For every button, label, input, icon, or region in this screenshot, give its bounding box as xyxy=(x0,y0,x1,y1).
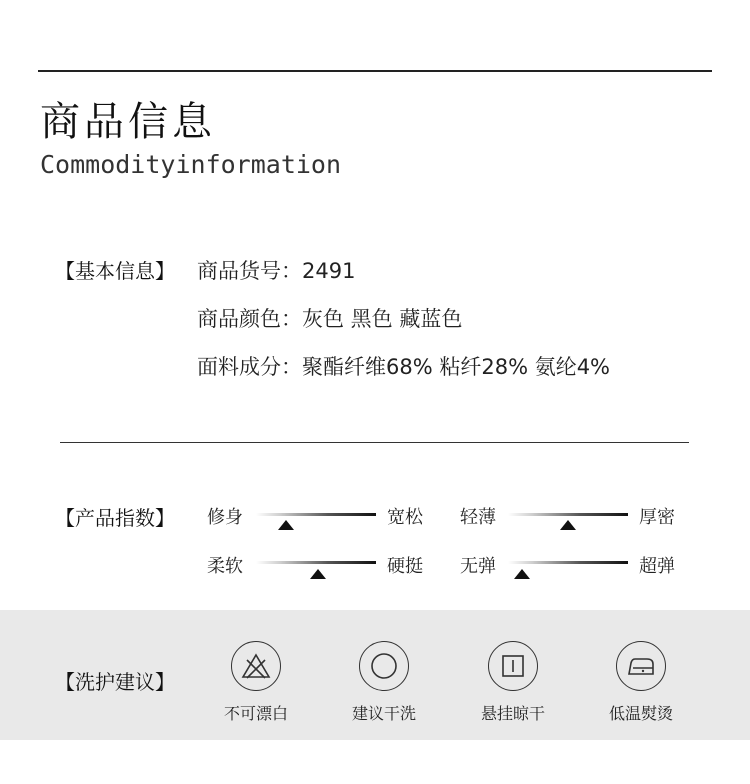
product-index-label: 【产品指数】 xyxy=(55,506,175,530)
care-item-label: 悬挂晾干 xyxy=(480,704,545,723)
slider-elasticity-track xyxy=(508,561,628,564)
no-bleach-icon xyxy=(231,641,281,691)
slider-fit-marker xyxy=(278,520,294,530)
page-subtitle: Commodityinformation xyxy=(40,150,342,179)
low-temp-iron-icon xyxy=(616,641,666,691)
care-item-low-temp-iron xyxy=(586,641,696,724)
slider-fit-track xyxy=(256,513,376,516)
basic-info-label: 【基本信息】 xyxy=(55,259,175,283)
slider-fit-left-label: 修身 xyxy=(207,507,243,528)
care-item-hang-dry xyxy=(458,641,568,724)
care-item-label: 不可漂白 xyxy=(223,704,288,723)
care-item-dry-clean xyxy=(329,641,439,724)
middle-divider xyxy=(60,442,689,443)
slider-thickness-track xyxy=(508,513,628,516)
slider-fit-right-label: 宽松 xyxy=(387,507,423,528)
slider-thickness-left-label: 轻薄 xyxy=(460,507,496,528)
slider-thickness-marker xyxy=(560,520,576,530)
slider-softness-track xyxy=(256,561,376,564)
slider-elasticity-marker xyxy=(514,569,530,579)
slider-elasticity-left-label: 无弹 xyxy=(460,556,496,577)
top-divider xyxy=(38,70,712,72)
item-number-line: 商品货号：2491 xyxy=(197,259,356,283)
hang-dry-icon xyxy=(488,641,538,691)
care-item-label: 低温熨烫 xyxy=(608,704,673,723)
fabric-line: 面料成分：聚酯纤维68% 粘纤28% 氨纶4% xyxy=(197,355,611,379)
care-label: 【洗护建议】 xyxy=(55,670,175,694)
slider-softness-right-label: 硬挺 xyxy=(387,556,423,577)
slider-softness-left-label: 柔软 xyxy=(207,556,243,577)
dry-clean-icon xyxy=(359,641,409,691)
color-line: 商品颜色：灰色 黑色 藏蓝色 xyxy=(197,307,463,331)
slider-elasticity-right-label: 超弹 xyxy=(639,556,675,577)
care-item-label: 建议干洗 xyxy=(351,704,416,723)
page-title: 商品信息 xyxy=(40,99,216,145)
care-item-no-bleach xyxy=(201,641,311,724)
slider-thickness-right-label: 厚密 xyxy=(639,507,675,528)
slider-softness-marker xyxy=(310,569,326,579)
